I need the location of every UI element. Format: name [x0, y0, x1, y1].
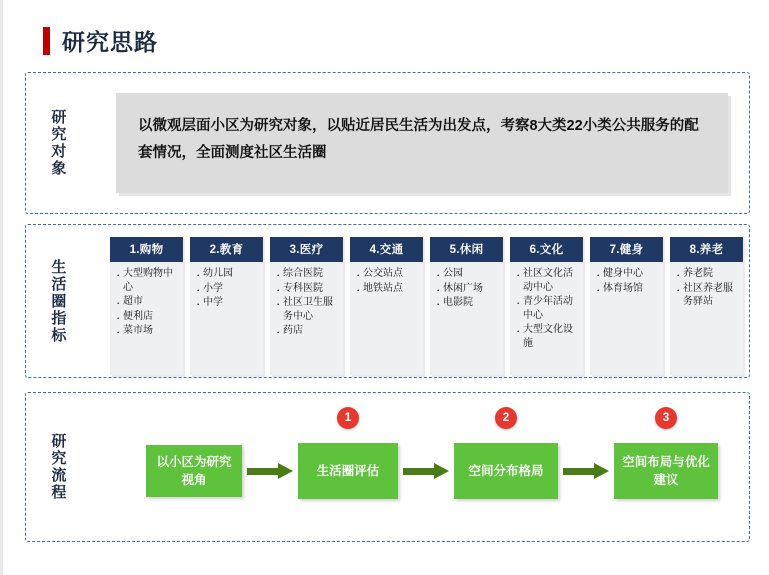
indicator-card-header: 3.医疗 — [270, 237, 343, 262]
indicator-card-leisure — [430, 237, 503, 375]
list-item: · 社区卫生服务中心 — [275, 296, 339, 323]
indicator-card-body — [430, 262, 503, 375]
list-item: · 电影院 — [435, 296, 499, 310]
list-item: · 养老院 — [675, 267, 739, 281]
flow-node-2 — [298, 410, 398, 499]
indicator-card-elderly-care — [670, 237, 743, 375]
indicator-card-header: 2.教育 — [190, 237, 263, 262]
indicator-card-medical — [270, 237, 343, 375]
list-item: · 便利店 — [115, 310, 179, 324]
list-item: · 超市 — [115, 295, 179, 309]
list-item: · 青少年活动中心 — [515, 295, 579, 322]
indicator-card-header: 6.文化 — [510, 237, 583, 262]
section-label-research-flow: 研究流程 — [49, 433, 67, 501]
indicator-card-body — [350, 262, 423, 375]
flow-diagram — [146, 410, 718, 499]
flow-step-badge-1: 1 — [337, 407, 359, 429]
list-item: · 健身中心 — [595, 267, 659, 281]
indicator-card-list — [110, 237, 743, 375]
research-object-box — [116, 93, 728, 193]
flow-step-badge-3: 3 — [655, 407, 677, 429]
list-item: · 大型购物中心 — [115, 267, 179, 294]
indicator-card-body — [590, 262, 663, 375]
flow-node-label: 空间分布格局 — [468, 463, 544, 478]
flow-node-label: 生活圈评估 — [316, 463, 380, 478]
flow-node-1 — [146, 445, 242, 497]
list-item: · 综合医院 — [275, 267, 339, 281]
indicator-card-header: 1.购物 — [110, 237, 183, 262]
indicator-card-transport — [350, 237, 423, 375]
indicator-card-header: 5.休闲 — [430, 237, 503, 262]
indicator-card-body — [670, 262, 743, 375]
title-text: 研究思路 — [62, 29, 158, 55]
indicator-card-culture — [510, 237, 583, 375]
section-label-research-object: 研究对象 — [49, 109, 67, 177]
list-item: · 大型文化设施 — [515, 323, 579, 350]
indicator-card-education — [190, 237, 263, 375]
list-item: · 中学 — [195, 296, 259, 310]
list-item: · 小学 — [195, 282, 259, 296]
list-item: · 体育场馆 — [595, 282, 659, 296]
indicator-card-header: 7.健身 — [590, 237, 663, 262]
flow-step-badge-2: 2 — [495, 407, 517, 429]
flow-arrow-icon — [403, 463, 449, 479]
section-indicators — [25, 224, 750, 378]
flow-arrow-icon — [563, 463, 609, 479]
research-object-text: 以微观层面小区为研究对象，以贴近居民生活为出发点，考察8大类22小类公共服务的配套情况，全面测度社区生活圈 — [138, 118, 699, 161]
title-accent-bar — [43, 27, 50, 55]
flow-arrow-icon — [247, 463, 293, 479]
list-item: · 地铁站点 — [355, 282, 419, 296]
list-item: · 专科医院 — [275, 282, 339, 296]
flow-node-label: 空间布局与优化建议 — [622, 454, 710, 487]
list-item: · 药店 — [275, 324, 339, 338]
indicator-card-body — [270, 262, 343, 375]
list-item: · 幼儿园 — [195, 267, 259, 281]
section-research-object — [25, 72, 750, 214]
indicator-card-body — [190, 262, 263, 375]
section-label-indicators: 生活圈指标 — [49, 258, 67, 344]
list-item: · 公交站点 — [355, 267, 419, 281]
indicator-card-body — [110, 262, 183, 375]
list-item: · 社区养老服务驿站 — [675, 282, 739, 309]
flow-node-3 — [454, 410, 558, 499]
section-research-flow — [25, 392, 750, 542]
indicator-card-fitness — [590, 237, 663, 375]
list-item: · 菜市场 — [115, 324, 179, 338]
list-item: · 公园 — [435, 267, 499, 281]
indicator-card-header: 8.养老 — [670, 237, 743, 262]
indicator-card-body — [510, 262, 583, 375]
indicator-card-header: 4.交通 — [350, 237, 423, 262]
page-title — [43, 24, 158, 57]
list-item: · 休闲广场 — [435, 282, 499, 296]
flow-node-4 — [614, 410, 718, 499]
flow-node-label: 以小区为研究视角 — [156, 454, 232, 487]
list-item: · 社区文化活动中心 — [515, 267, 579, 294]
indicator-card-shopping — [110, 237, 183, 375]
